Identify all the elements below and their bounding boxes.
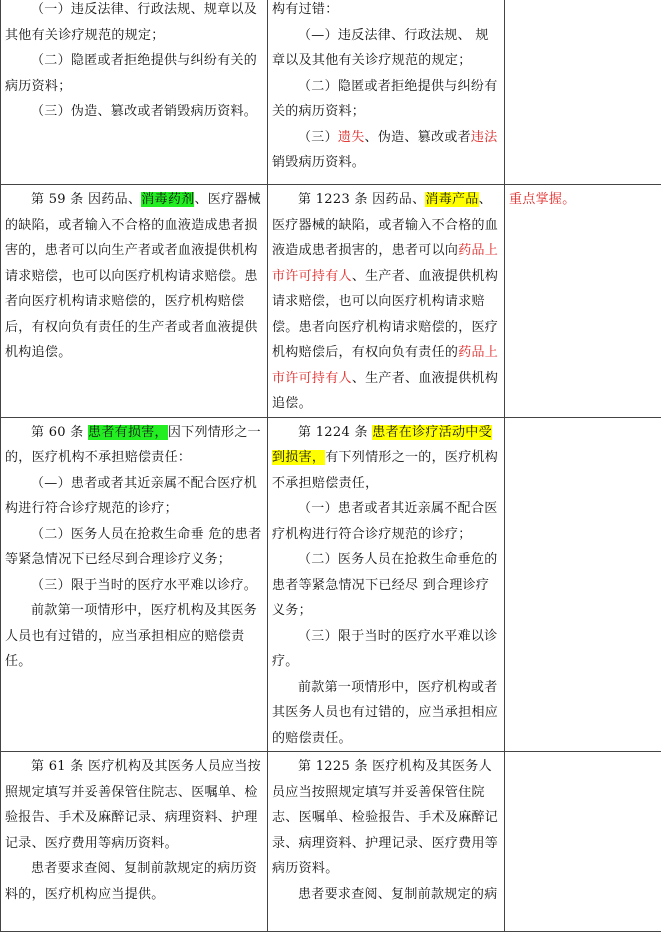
text: 、伪造、篡改或者 [365,130,471,145]
paragraph: （三）限于当时的医疗水平难以诊疗。 [272,624,500,675]
article-61: 第 61 条 医疗机构及其医务人员应当按照规定填写并妥善保管住院志、医嘱单、检验报告、手术及麻醉记录、病理资料、护理记录、医疗费用等病历资料。 [5,754,263,856]
table-row [1,417,661,752]
article-60 [5,420,263,471]
paragraph: 前款第一项情形中，医疗机构及其医务人员也有过错的，应当承担相应的赔偿责任。 [5,598,263,675]
article-59 [5,187,263,366]
civil-code-cell [268,0,505,185]
highlighted-text: 消毒药剂 [141,192,194,207]
paragraph: （二）医务人员在抢救生命垂 危的患者等紧急情况下已经尽到合理诊疗义务； [5,522,263,573]
article-1224 [272,420,500,497]
text: 第 60 条 [31,425,88,440]
text: 销毁病历资料。 [272,155,365,170]
note-text: 重点掌握。 [509,187,657,213]
civil-code-cell [268,752,505,932]
civil-code-cell [268,417,505,752]
note-cell [505,752,661,932]
paragraph: 患者要求查阅、复制前款规定的病 [272,882,500,908]
highlighted-text: 患者有损害， [88,425,168,440]
highlighted-text: 患者在诊疗活动中受到损害， [272,425,492,466]
article-1223 [272,187,500,417]
paragraph: （二）隐匿或者拒绝提供与纠纷有关的病历资料； [5,48,263,99]
old-law-cell [1,752,268,932]
paragraph: （—）违反法律、行政法规、 规章以及其他有关诊疗规范的规定； [272,23,500,74]
changed-text: 违法 [471,130,498,145]
paragraph: （三）限于当时的医疗水平难以诊疗。 [5,573,263,599]
old-law-cell [1,417,268,752]
text: 、生产者、血液提供机构请求赔偿，也可以向医疗机构请求赔偿。患者向医疗机构请求赔偿的，医疗机构赔偿后，有权向负有责任的 [272,269,498,361]
changed-text: 药品上市许可持有人 [272,243,498,284]
changed-text: 药品上市许可持有人 [272,345,498,386]
paragraph: （三）伪造、篡改或者销毁病历资料。 [5,99,263,125]
paragraph: 构有过错： [272,0,500,23]
text: （三） [298,130,338,145]
paragraph: 患者要求查阅、复制前款规定的病历资料的，医疗机构应当提供。 [5,856,263,907]
paragraph: （一）患者或者其近亲属不配合医疗机构进行符合诊疗规范的诊疗； [272,496,500,547]
note-cell [505,417,661,752]
paragraph: （二）医务人员在抢救生命垂危的患者等紧急情况下已经尽 到合理诊疗义务； [272,547,500,624]
paragraph [272,125,500,176]
highlighted-text: 消毒产品 [425,192,478,207]
text: 第 1224 条 [298,425,372,440]
article-1225: 第 1225 条 医疗机构及其医务人员应当按照规定填写并妥善保管住院志、医嘱单、检验报告、手术及麻醉记录、病理资料、护理记录、医疗费用等病历资料。 [272,754,500,882]
old-law-cell [1,0,268,185]
table-row [1,0,661,185]
paragraph: 前款第一项情形中，医疗机构或者其医务人员也有过错的，应当承担相应的赔偿责任。 [272,675,500,752]
text: 、生产者、血液提供机构追偿。 [272,371,498,412]
table-row [1,752,661,932]
table-row [1,185,661,418]
note-cell [505,0,661,185]
text: 第 1223 条 因药品、 [298,192,425,207]
paragraph: （二）隐匿或者拒绝提供与纠纷有关的病历资料； [272,74,500,125]
civil-code-cell [268,185,505,418]
old-law-cell [1,185,268,418]
text: 第 59 条 因药品、 [31,192,141,207]
text: 有下列情形之一的，医疗机构不承担赔偿责任， [272,450,498,491]
paragraph: （—）患者或者其近亲属不配合医疗机构进行符合诊疗规范的诊疗； [5,471,263,522]
text: 、医疗器械的缺陷，或者输入不合格的血液造成患者损害的，患者可以向 [272,192,498,258]
text: 因下列情形之一的，医疗机构不承担赔偿责任： [5,425,261,466]
note-cell [505,185,661,418]
changed-text: 遗失 [338,130,365,145]
paragraph: （一）违反法律、行政法规、规章以及其他有关诊疗规范的规定； [5,0,263,48]
text: 、医疗器械的缺陷，或者输入不合格的血液造成患者损害的，患者可以向生产者或者血液提供机构请求赔偿，也可以向医疗机构请求赔偿。患者向医疗机构请求赔偿的，医疗机构赔偿后，有权向负有责任的生产者或者血液提供机构追偿。 [5,192,261,360]
